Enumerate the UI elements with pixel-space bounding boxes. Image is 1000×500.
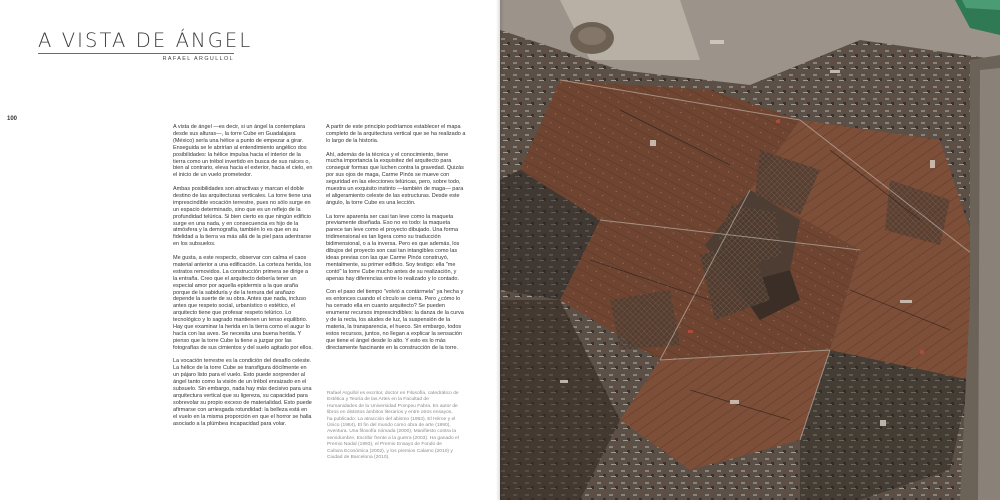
title-block: [38, 29, 253, 62]
paragraph: A partir de este principio podríamos establecer el mapa completo de la arquitectura vertical que se ha realizado a lo largo de la historia.: [326, 124, 466, 144]
paragraph: Ahí, además de la técnica y el conocimiento, tiene mucha importancia la exquisitez del arquitecto para conseguir formas que luchen contra la gravedad. Quizás por sus ojos de maga, Carme Pinós se mueve con seguridad en las elecciones telúricas, pero, sobre todo, muestra un exquisito instinto —también de maga— para el aligeramiento celeste de las estructuras. Desde este ángulo, la torre Cube es una lección.: [326, 151, 464, 206]
paragraph: A vista de ángel —es decir, si un ángel la contemplara desde sus alturas—, la torre Cube en Guadalajara (México) sería una hélice a punto de empezar a girar. Enseguida se le abrirían al entendimiento angélico dos posibilidades: la hélice impulsa hacia el interior de la tierra como un trébol invertido en busca de sus raíces o, bien al contrario, eleva hacia el exterior, hacia el cielo, en el inicio de un vuelo prometedor.: [173, 124, 313, 179]
author-bio: Rafael Argullol es escritor, doctor en Filosofía, catedrático de Estética y Teoría de las Artes en la Facultad de Humanidades de la Universidad Pompeu Fabra. Es autor de libros en distintos ámbitos literarios y entre otros ensayos, ha publicado: La atracción del abismo (1983), El Héroe y el Único (1984), El fin del mundo como obra de arte (1990), Aventura. Una filosofía nómada (2000), Manifiesto contra la servidumbre, Escribir frente a la guerra (2003). Ha ganado el Premio Nadal (1993), el Premio Ensayo de Fondo de Cultura Económica (2002), y los premios Calamo (2010) y Ciudad de Barcelona (2010).: [327, 391, 459, 461]
paragraph: Ambas posibilidades son atractivas y marcan el doble destino de las arquitecturas verticales. La torre tiene una imprescindible vocación terrestre, pues no sólo surge en un espacio determinado, sino que es un reflejo de la profundidad telúrica. Si bien cierto es que ningún edificio surge en una nada, y en consecuencia es hijo de la atmósfera y la demografía, también lo es que en su fidelidad a la tierra va más allá de la piel para adentrarse en los subsuelos.: [173, 186, 312, 248]
page-gutter: [496, 0, 504, 500]
paragraph: La torre aparenta ser casi tan leve como la maqueta previamente diseñada. Eso no es todo: la maqueta parece tan leve como el proyecto dibujado. Una forma tridimensional es tan ligera como su traducción bidimensional, o a la inversa. Pero es que además, los dibujos del proyecto son casi tan intangibles como las ideas previas con las que Carme Pinós construyó, mentalmente, su primer edificio. Soy testigo: ella "me contó" la torre Cube mucho antes de su realización, y apenas hay diferencias entre lo realizado y lo contado.: [326, 213, 460, 282]
paragraph: La vocación terrestre es la condición del desafío celeste. La hélice de la torre Cube se transfigura dócilmente en un pájaro listo para el vuelo. Esto puede sorprender al ángel tanto como la visión de un trébol enraizado en el subsuelo. Sin embargo, nada hay más decisivo para una arquitectura vertical que su ligereza, su capacidad para sobrevolar su propio exceso de materialidad. Esto puede afirmarse con arriesgada rotundidad: la belleza está en el vuelo en la misma proporción en que el horror se halla asociado a la plúmbea incapacidad para volar.: [173, 358, 312, 427]
text-column-2: [326, 124, 466, 358]
article-author: RAFAEL ARGULLOL: [162, 56, 234, 62]
page-number: 100: [7, 116, 18, 122]
paragraph: Me gusta, a este respecto, observar con calma el caos material anterior a una edificación. La corteza herida, los estratos removidos. La construcción primera se dirige a la entraña. Creo que el arquitecto debería tener un especial amor por aquella epidermis a la que araña porque de la sabiduría y de la ternura del arañazo depende la suerte de su obra. Antes que nada, incluso antes que respeto social, urbanístico o estético, el arquitecto tiene que profesar respeto telúrico. Lo tecnológico y lo sagrado mantienen un tenso equilibrio. Hay que examinar la herida en la tierra como el augur lo hacía con las aves. Se necesita una buena herida. Y pienso que la torre Cube la tiene a juzgar por las fotografías de sus cimientos y del suelo agitado por ellos.: [173, 255, 313, 351]
construction-aerial-photo: [500, 0, 1000, 500]
paragraph: Con el paso del tiempo "volvió a contármela" ya hecha y es entonces cuando el círculo se cierra. Pero ¿cómo lo ha cerrado ella en cuanto arquitecto? Se pueden enumerar recursos imprescindibles: la danza de la curva y de la recta, los aludes de luz, la suspensión de la materia, la transparencia, el hueco. Sin embargo, todos estos recursos, juntos, no llegan a explicar la sensación que tiene el ángel desde lo alto. Y esto es lo más directamente fascinante en la construcción de la torre.: [326, 289, 464, 351]
article-title: A VISTA DE ÁNGEL: [38, 29, 253, 52]
title-rule: [38, 53, 234, 54]
text-column-1: [173, 124, 313, 434]
photo-illustration: [500, 0, 1000, 500]
